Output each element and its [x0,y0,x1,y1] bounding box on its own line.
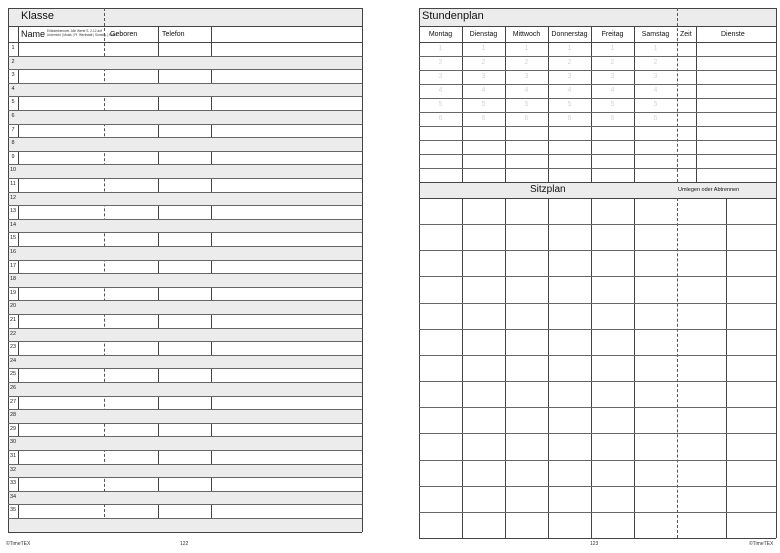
period-number: 2 [524,59,529,66]
row-rule [8,450,362,451]
row-rule [8,151,362,152]
row-rule [8,423,362,424]
seat-row-rule [419,460,776,461]
zeit-dashed-line [677,8,678,182]
row-rule [8,56,362,57]
page-number-left: 122 [180,541,189,547]
row-rule [8,232,362,233]
period-number: 6 [481,115,486,122]
row-number: 24 [9,357,17,364]
row-shade [9,329,362,342]
row-rule [8,341,362,342]
row-rule [8,477,362,478]
period-number: 2 [481,59,486,66]
tt-row-rule [419,140,776,141]
row-rule [8,396,362,397]
row-rule [8,69,362,70]
row-rule [8,491,362,492]
period-number: 6 [653,115,658,122]
seat-row-rule [419,329,776,330]
day-col-line [462,26,463,182]
row-shade [9,165,362,178]
seat-row-rule [419,381,776,382]
row-number: 35 [9,507,17,514]
frame-left [419,8,420,538]
tt-row-rule [419,168,776,169]
row-rule [8,205,362,206]
tt-row-rule [419,56,776,57]
seat-dashed-line [677,198,678,538]
row-shade [9,220,362,233]
row-number: 11 [10,181,16,187]
seat-row-rule [419,224,776,225]
row-shade [9,383,362,396]
tt-title-rule [419,26,776,27]
row-number: 12 [9,194,17,201]
day-header: Samstag [641,31,670,38]
period-number: 3 [610,73,615,80]
row-rule [8,504,362,505]
period-number: 1 [610,45,615,52]
telefon-header: Telefon [162,31,185,38]
seat-top-rule [419,198,776,199]
row-number: 1 [11,45,15,51]
seat-col-line [548,198,549,538]
row-rule [8,464,362,465]
frame-top [8,8,362,9]
seat-col-line [505,198,506,538]
brand-left: ©TimeTEX [6,541,31,547]
row-rule [8,246,362,247]
row-shade [9,274,362,287]
day-header: Montag [428,31,453,38]
day-header: Dienstag [469,31,498,38]
period-number: 4 [438,87,443,94]
row-shade [9,356,362,369]
period-number: 2 [653,59,658,66]
period-number: 5 [653,101,658,108]
row-number: 29 [9,425,17,432]
name-header: Name [21,29,46,39]
row-number: 13 [9,208,17,215]
period-number: 6 [567,115,572,122]
footer-row-shade [9,519,362,532]
row-rule [8,409,362,410]
row-number: 28 [9,412,17,419]
row-number: 32 [9,466,17,473]
tt-row-rule [419,84,776,85]
tt-row-rule [419,98,776,99]
seat-row-rule [419,355,776,356]
timetable-page [416,0,780,553]
period-number: 4 [567,87,572,94]
period-number: 1 [567,45,572,52]
row-number: 34 [9,493,17,500]
row-rule [8,436,362,437]
seat-col-line [591,198,592,538]
row-rule [8,273,362,274]
name-subtext-2: Unterricht | Musik | Pl. Werkstatt | Sonstig. | Musik [47,33,118,37]
seat-row-rule [419,486,776,487]
row-number: 21 [9,317,17,323]
row-number: 6 [11,113,15,119]
seat-row-rule [419,276,776,277]
day-col-line [505,26,506,182]
period-number: 4 [524,87,529,94]
row-number: 33 [9,480,17,487]
row-rule [8,124,362,125]
row-number: 26 [9,385,17,391]
row-rule [8,260,362,261]
row-rule [8,328,362,329]
row-number: 22 [9,330,17,337]
period-number: 5 [524,101,529,108]
frame-right [362,8,363,532]
tt-row-rule [419,154,776,155]
tt-row-rule [419,112,776,113]
period-number: 5 [610,101,615,108]
seat-row-rule [419,433,776,434]
zeit-header: Zeit [680,31,692,38]
tt-header-rule [419,42,776,43]
row-number: 4 [11,85,15,92]
header-rule [8,42,362,43]
row-number: 14 [9,221,17,228]
tt-row-rule [419,126,776,127]
row-shade [9,247,362,260]
row-shade [9,492,362,505]
period-number: 2 [610,59,615,66]
seat-row-rule [419,407,776,408]
seat-row-rule [419,250,776,251]
row-number: 9 [11,153,15,160]
period-number: 3 [438,73,443,80]
tt-frame-top [419,8,776,9]
day-header: Donnerstag [551,31,588,38]
row-shade [9,193,362,206]
row-rule [8,219,362,220]
timetable-title: Stundenplan [422,10,484,22]
period-number: 4 [610,87,615,94]
row-shade [9,301,362,314]
seat-bottom-rule [419,538,776,539]
row-number: 27 [9,398,17,405]
row-number: 23 [9,344,17,351]
row-number: 8 [11,140,15,147]
geboren-header: Geboren [110,31,138,38]
period-number: 5 [567,101,572,108]
row-number: 19 [9,289,17,296]
page-number-right: 123 [590,541,599,547]
row-number: 20 [9,303,17,310]
period-number: 1 [524,45,529,52]
seat-row-rule [419,303,776,304]
row-rule [8,96,362,97]
frame-right [776,8,777,538]
day-col-line [591,26,592,182]
frame-bottom [8,532,362,533]
period-number: 3 [524,73,529,80]
period-number: 2 [438,59,443,66]
period-number: 6 [524,115,529,122]
period-number: 2 [567,59,572,66]
row-shade [9,84,362,97]
row-rule [8,382,362,383]
period-number: 5 [481,101,486,108]
row-number: 7 [11,126,15,133]
row-rule [8,287,362,288]
day-col-line [548,26,549,182]
tt-bottom-rule [419,182,776,183]
row-number: 15 [9,235,17,242]
row-rule [8,178,362,179]
period-number: 5 [438,101,443,108]
row-number: 31 [9,453,17,459]
row-number: 25 [9,371,17,378]
brand-right: ©TimeTEX [749,541,774,547]
row-rule [8,164,362,165]
row-rule [8,83,362,84]
row-number: 2 [11,58,15,65]
period-number: 1 [438,45,443,52]
row-rule [8,110,362,111]
period-number: 3 [567,73,572,80]
book-gutter [366,0,416,553]
seat-col-line [462,198,463,538]
row-shade [9,111,362,124]
dienste-header: Dienste [721,31,745,38]
zeit-col-line [696,26,697,182]
period-number: 4 [481,87,486,94]
seating-note: Umlegen oder Abtrennen [678,187,740,193]
seat-row-rule [419,512,776,513]
seat-col-line [634,198,635,538]
row-shade [9,57,362,70]
row-number: 17 [9,262,17,269]
period-number: 1 [481,45,486,52]
period-number: 4 [653,87,658,94]
row-rule [8,314,362,315]
row-rule [8,368,362,369]
row-number: 16 [9,249,17,255]
period-number: 6 [438,115,443,122]
period-number: 1 [653,45,658,52]
day-col-line [634,26,635,182]
row-shade [9,465,362,478]
period-number: 3 [653,73,658,80]
row-rule [8,137,362,138]
row-rule [8,192,362,193]
name-subtext-1: Erläuterkennzei. Alle Werte S. 2-12 auf [47,29,102,33]
class-list-page [0,0,366,553]
class-title: Klasse [21,10,55,22]
row-number: 30 [9,439,17,446]
period-number: 6 [610,115,615,122]
row-rule [8,355,362,356]
row-shade [9,138,362,151]
day-header: Mittwoch [512,31,541,38]
row-rule [8,300,362,301]
row-number: 18 [9,276,17,283]
tt-row-rule [419,70,776,71]
row-number: 10 [9,167,17,174]
day-header: Freitag [601,31,624,38]
period-number: 3 [481,73,486,80]
row-number: 5 [11,99,15,106]
seating-title: Sitzplan [530,184,566,195]
row-shade [9,437,362,450]
row-shade [9,410,362,423]
seat-col-line [726,198,727,538]
row-number: 3 [11,72,15,79]
title-band [8,8,362,26]
title-rule [8,26,362,27]
